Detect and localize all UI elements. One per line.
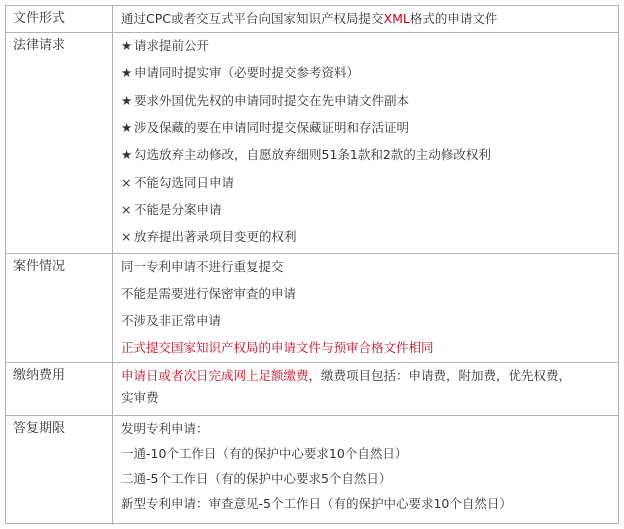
- row-fee-payment: [6, 363, 618, 416]
- row-content-cell: [113, 254, 618, 362]
- content-line: [121, 445, 407, 463]
- content-text: 同一专利申请不进行重复提交: [121, 259, 284, 274]
- row-content-cell: [113, 6, 618, 32]
- row-reply-deadline: [6, 416, 618, 525]
- content-line: [121, 420, 209, 438]
- content-line: [121, 339, 434, 357]
- content-text: 勾选放弃主动修改，自愿放弃细则51条1款和2款的主动修改权利: [134, 147, 491, 163]
- content-line: [121, 285, 296, 303]
- content-line: [121, 10, 497, 28]
- row-label: 法律请求: [13, 38, 66, 53]
- row-label: 案件情况: [13, 259, 66, 274]
- star-icon: ★: [121, 38, 133, 53]
- row-label-cell: [6, 33, 113, 253]
- content-line: [121, 146, 491, 164]
- content-line: [121, 367, 571, 385]
- star-icon: ★: [121, 92, 133, 108]
- row-file-format: [6, 6, 618, 33]
- row-legal-request: [6, 33, 618, 254]
- content-text: 放弃提出著录项目变更的权利: [134, 229, 297, 245]
- content-text: 通过CPC或者交互式平台向国家知识产权局提交: [121, 11, 384, 26]
- info-table: [5, 5, 619, 524]
- content-text: 请求提前公开: [134, 38, 210, 53]
- highlight-text: XML: [383, 11, 410, 26]
- star-icon: ★: [121, 65, 133, 81]
- row-label: 缴纳费用: [13, 368, 66, 383]
- content-line: [121, 64, 359, 82]
- content-text: ，缴费项目包括：申请费，附加费，优先权费，: [308, 368, 572, 383]
- highlight-text: 正式提交国家知识产权局的申请文件与预审合格文件相同: [121, 340, 434, 355]
- content-text: 新型专利申请：审查意见-5个工作日（有的保护中心要求10个自然日）: [121, 496, 512, 511]
- content-text: 格式的申请文件: [409, 11, 498, 26]
- row-label: 文件形式: [13, 11, 66, 26]
- content-text: 不能是需要进行保密审查的申请: [121, 286, 297, 301]
- content-text: 实审费: [121, 390, 159, 405]
- content-line: [121, 258, 284, 276]
- row-label-cell: [6, 6, 113, 32]
- content-text: 二通-5个工作日（有的保护中心要求5个自然日）: [121, 471, 392, 486]
- content-text: 申请同时提实审（必要时提交参考资料）: [134, 65, 360, 81]
- content-line: [121, 389, 159, 407]
- highlight-text: 申请日或者次日完成网上足额缴费: [121, 368, 309, 383]
- cross-icon: ×: [121, 174, 132, 190]
- content-text: 不能勾选同日申请: [134, 174, 235, 190]
- content-text: 不涉及非正常申请: [121, 313, 222, 328]
- row-label: 答复期限: [13, 421, 66, 436]
- row-case-situation: [6, 254, 618, 363]
- row-label-cell: [6, 363, 113, 415]
- star-icon: ★: [121, 119, 133, 135]
- content-text: 涉及保藏的要在申请同时提交保藏证明和存活证明: [134, 119, 410, 135]
- content-line: [121, 174, 234, 192]
- row-content-cell: [113, 416, 618, 525]
- row-label-cell: [6, 416, 113, 525]
- content-line: [121, 495, 512, 513]
- row-content-cell: [113, 363, 618, 415]
- content-line: [121, 119, 409, 137]
- content-line: [121, 201, 222, 219]
- content-text: 一通-10个工作日（有的保护中心要求10个自然日）: [121, 446, 408, 461]
- content-text: 发明专利申请：: [121, 421, 209, 436]
- row-label-cell: [6, 254, 113, 362]
- content-line: [121, 470, 391, 488]
- content-line: [121, 228, 297, 246]
- cross-icon: ×: [121, 201, 132, 217]
- content-line: [121, 37, 209, 55]
- cross-icon: ×: [121, 229, 132, 245]
- content-text: 不能是分案申请: [134, 201, 222, 217]
- row-content-cell: [113, 33, 618, 253]
- content-text: 要求外国优先权的申请同时提交在先申请文件副本: [134, 92, 410, 108]
- content-line: [121, 92, 409, 110]
- content-line: [121, 312, 221, 330]
- star-icon: ★: [121, 147, 133, 163]
